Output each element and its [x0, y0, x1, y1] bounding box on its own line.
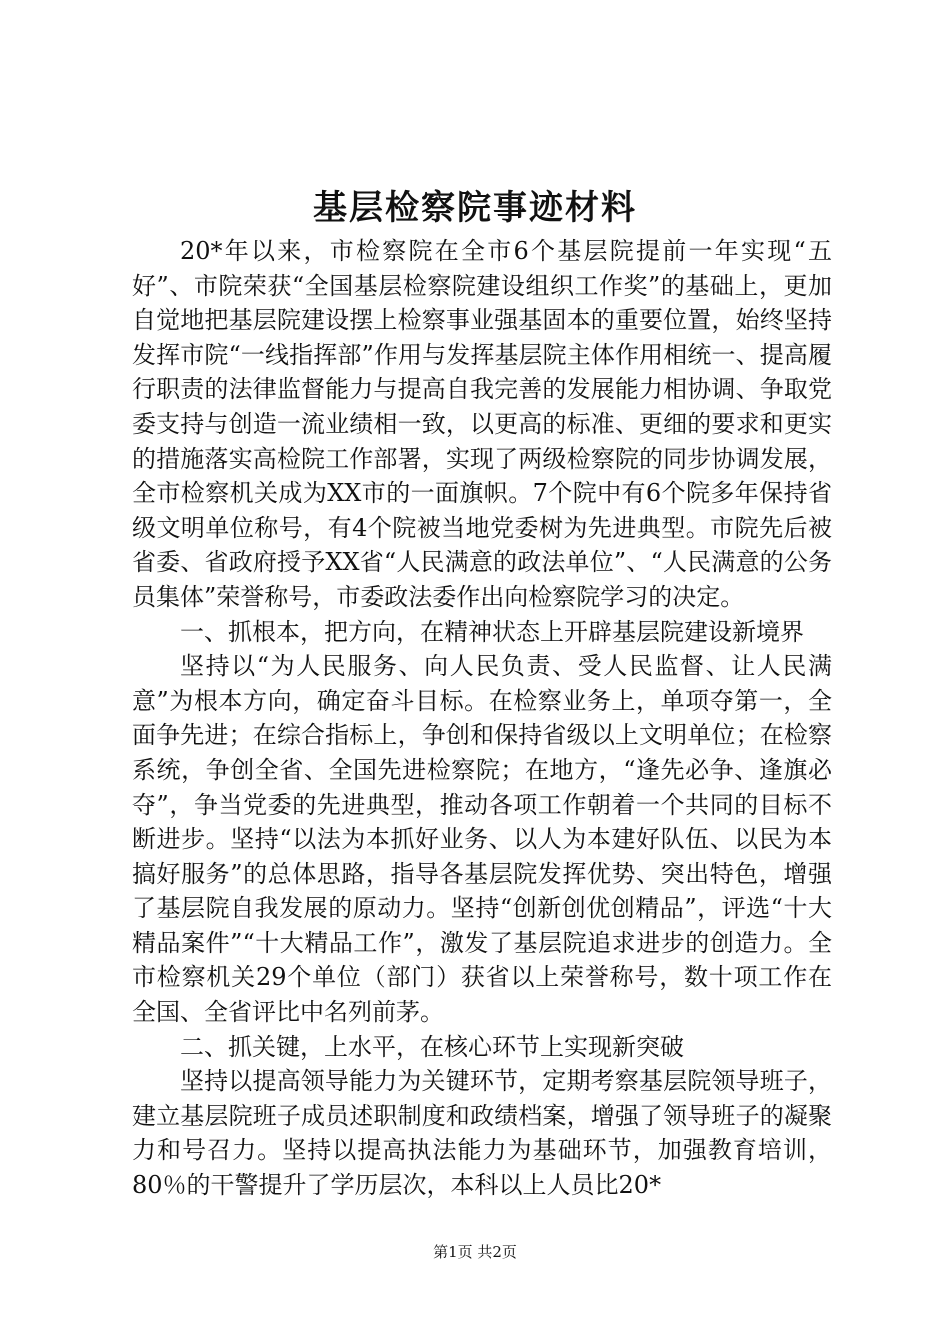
paragraph-section-1: 坚持以“为人民服务、向人民负责、受人民监督、让人民满意”为根本方向，确定奋斗目标。在检察业务上，单项夺第一，全面争先进；在综合指标上，争创和保持省级以上文明单位；在检察系统，争创全省、全国先进检察院；在地方，“逢先必争、逢旗必夺”，争当党委的先进典型，推动各项工作朝着一个共同的目标不断进步。坚持“以法为本抓好业务、以人为本建好队伍、以民为本搞好服务”的总体思路，指导各基层院发挥优势、突出特色，增强了基层院自我发展的原动力。坚持“创新创优创精品”，评选“十大精品案件”“十大精品工作”，激发了基层院追求进步的创造力。全市检察机关29个单位（部门）获省以上荣誉称号，数十项工作在全国、全省评比中名列前茅。 — [132, 652, 832, 1027]
page-footer: 第1页 共2页 — [433, 1243, 517, 1261]
section-heading-2: 二、抓关键，上水平，在核心环节上实现新突破 — [180, 1032, 684, 1061]
paragraph-section-2: 坚持以提高领导能力为关键环节，定期考察基层院领导班子，建立基层院班子成员述职制度和政绩档案，增强了领导班子的凝聚力和号召力。坚持以提高执法能力为基础环节，加强教育培训，80％的干警提升了学历层次，本科以上人员比20* — [132, 1067, 832, 1200]
section-heading-1: 一、抓根本，把方向，在精神状态上开辟基层院建设新境界 — [180, 617, 804, 646]
paragraph-intro: 20*年以来，市检察院在全市6个基层院提前一年实现“五好”、市院荣获“全国基层检察院建设组织工作奖”的基础上，更加自觉地把基层院建设摆上检察事业强基固本的重要位置，始终坚持发挥市院“一线指挥部”作用与发挥基层院主体作用相统一、提高履行职责的法律监督能力与提高自我完善的发展能力相协调、争取党委支持与创造一流业绩相一致，以更高的标准、更细的要求和更实的措施落实高检院工作部署，实现了两级检察院的同步协调发展，全市检察机关成为XX市的一面旗帜。7个院中有6个院多年保持省级文明单位称号，有4个院被当地党委树为先进典型。市院先后被省委、省政府授予XX省“人民满意的政法单位”、“人民满意的公务员集体”荣誉称号，市委政法委作出向检察院学习的决定。 — [132, 237, 832, 611]
document-body — [132, 234, 832, 1203]
document-title: 基层检察院事迹材料 — [313, 188, 637, 228]
